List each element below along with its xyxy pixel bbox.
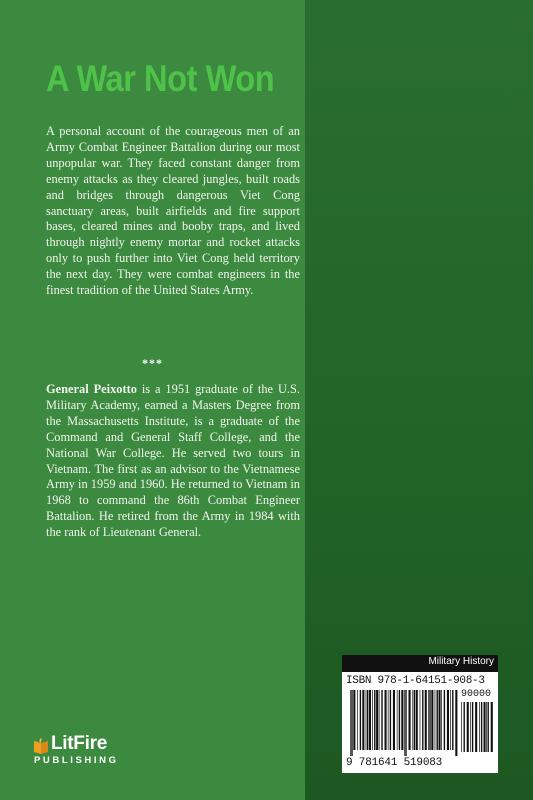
price-barcode (461, 702, 494, 758)
book-title: A War Not Won (46, 58, 275, 99)
author-bio (46, 382, 300, 541)
publisher-name: LitFire (51, 733, 107, 754)
barcode-digits: 9 781641 519083 (346, 757, 443, 769)
ean-barcode (350, 690, 458, 756)
publisher-subtitle: PUBLISHING (34, 755, 119, 766)
category-bar (342, 655, 498, 672)
flame-book-icon (32, 737, 50, 755)
price-code: 90000 (461, 689, 492, 700)
book-blurb: A personal account of the courageous men of an Army Combat Engineer Battalion during our most unpopular war. They faced constant danger from enemy attacks as they cleared jungles, built roads and bridges through dangerous Viet Cong sanctuary areas, built airfields and fire support bases, cleared mines and booby traps, and lived through nightly enemy mortar and rocket attacks only to push further into Viet Cong held territory the next day. They were combat engineers in the finest tradition of the United States Army. (46, 124, 300, 298)
category-label: Military History (428, 656, 494, 667)
publisher-logo (32, 735, 152, 775)
isbn-text: ISBN 978-1-64151-908-3 (346, 675, 485, 687)
section-separator: *** (142, 356, 163, 370)
author-name: General Peixotto (46, 382, 137, 396)
barcode-box (342, 655, 498, 773)
author-bio-text: is a 1951 graduate of the U.S. Military Academy, earned a Masters Degree from the Massachusetts Institute, is a graduate of the Command and General Staff College, and the National War College. He served two tours in Vietnam. The first as an advisor to the Vietnamese Army in 1959 and 1960. He returned to Vietnam in 1968 to command the 86th Combat Engineer Battalion. He retired from the Army in 1984 with the rank of Lieutenant General. (46, 382, 300, 540)
